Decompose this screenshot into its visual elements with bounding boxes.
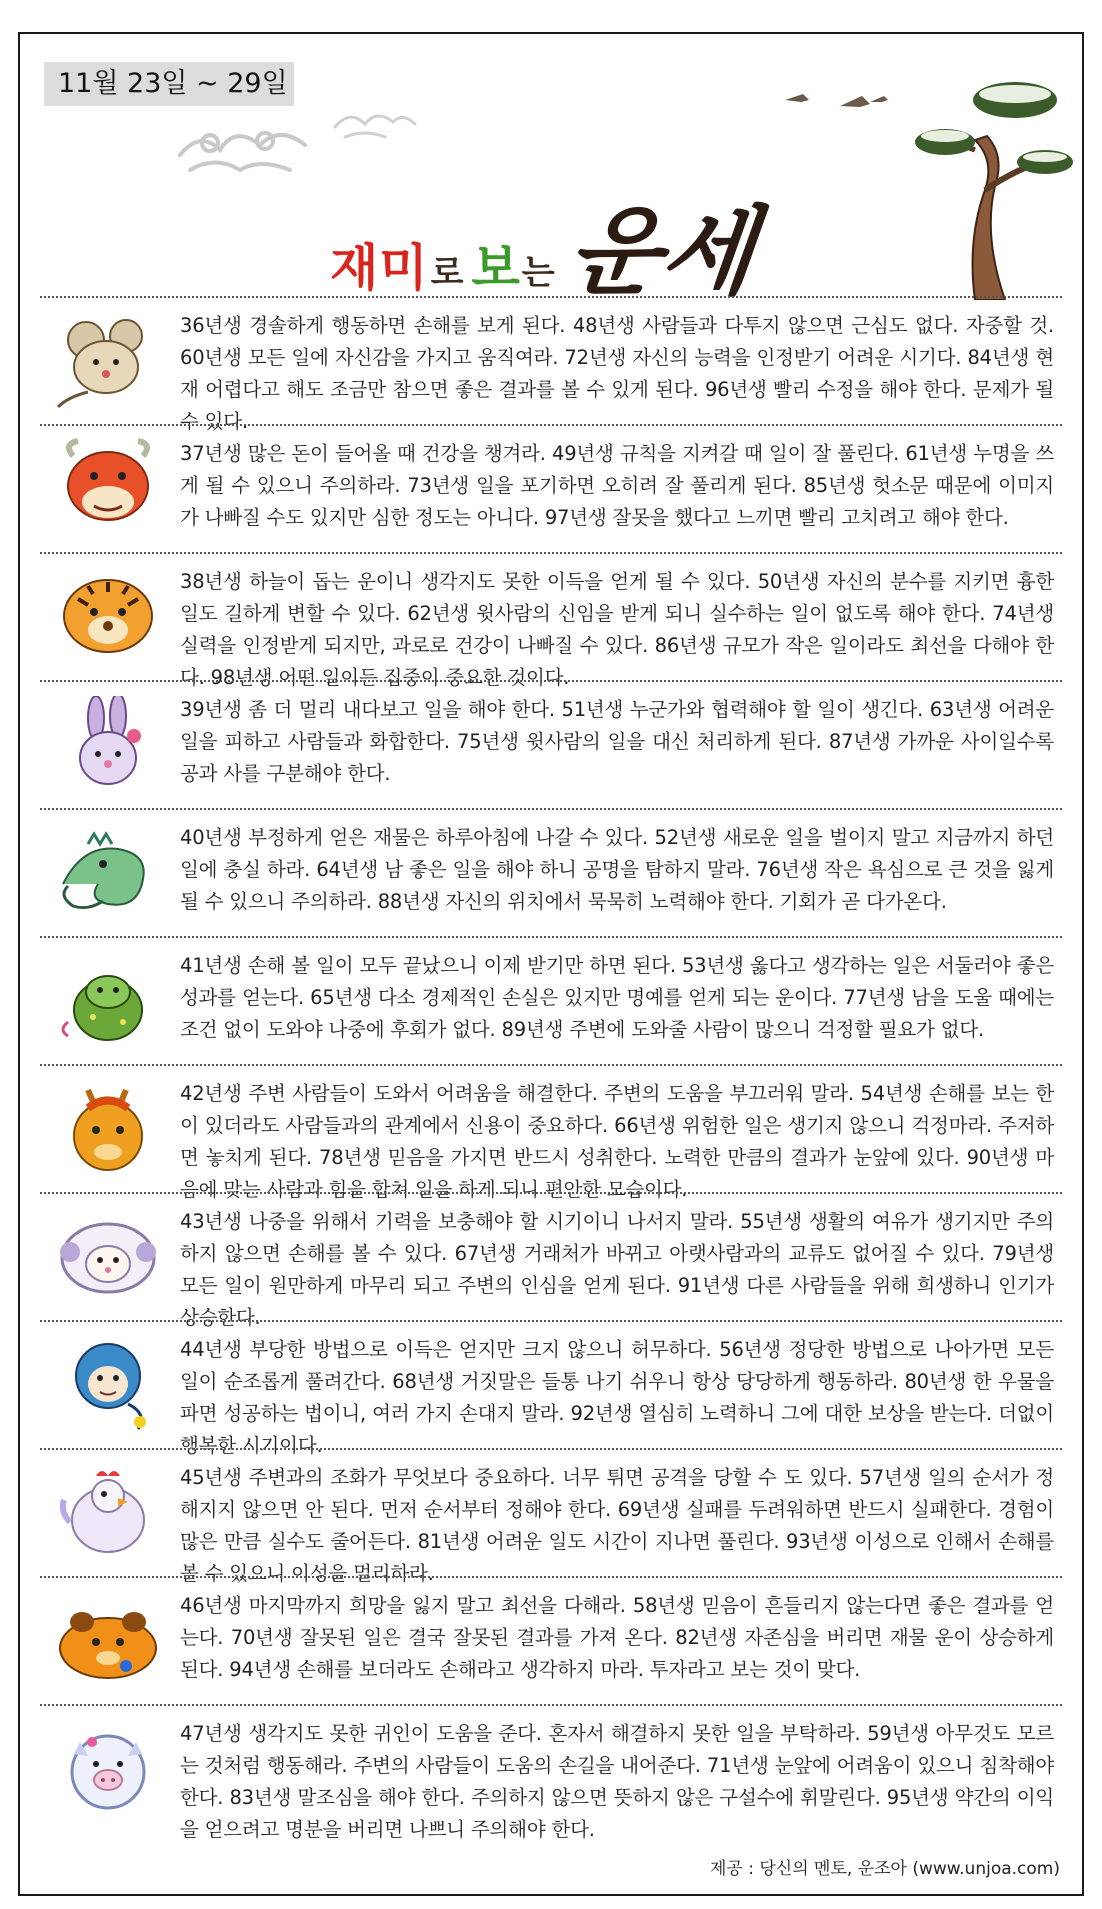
fortune-row-dragon xyxy=(40,808,1062,936)
monkey-icon xyxy=(48,1334,168,1434)
title-part-2: 로 xyxy=(430,253,464,293)
fortune-text: 37년생 많은 돈이 들어올 때 건강을 챙겨라. 49년생 규칙을 지켜갈 때 일이 잘 풀린다. 61년생 누명을 쓰게 될 수 있으니 주의하라. 73년생 일을 포기하면 오히려 잘 풀리게 된다. 85년생 헛소문 때문에 이미지가 나빠질 수도 있지만 심한 정도는 아니다. 97년생 잘못을 했다고 느끼면 빨리 고치려고 해야 한다. xyxy=(180,442,1054,529)
fortune-row-monkey xyxy=(40,1320,1062,1457)
fortune-row-rooster xyxy=(40,1448,1062,1585)
fortune-text: 44년생 부당한 방법으로 이득은 얻지만 크지 않으니 허무하다. 56년생 정당한 방법으로 나아가면 모든 일이 순조롭게 풀려간다. 68년생 거짓말은 들통 나기 쉬우니 항상 당당하게 행동하라. 80년생 한 우물을 파면 성공하는 법이니, 여러 가지 손대지 말라. 92년생 열심히 노력하니 그에 대한 보상을 받는다. 더없이 행복한 시기이다. xyxy=(180,1338,1054,1457)
tiger-icon xyxy=(48,564,168,664)
fortune-text: 41년생 손해 볼 일이 모두 끝났으니 이제 받기만 하면 된다. 53년생 옳다고 생각하는 일은 서둘러야 좋은 성과를 얻는다. 65년생 다소 경제적인 손실은 있지만 명예를 얻게 되는 운이다. 77년생 남을 도울 때에는 조건 없이 도와야 나중에 후회가 없다. 89년생 주변에 도와줄 사람이 많으니 걱정할 필요가 없다. xyxy=(180,954,1054,1041)
rat-icon xyxy=(48,312,168,412)
fortune-row-dog xyxy=(40,1576,1062,1704)
title-part-3: 보 xyxy=(471,239,520,297)
birds-icon xyxy=(780,80,900,120)
fortune-text: 39년생 좀 더 멀리 내다보고 일을 해야 한다. 51년생 누군가와 협력해야 할 일이 생긴다. 63년생 어려운 일을 피하고 사람들과 화합한다. 75년생 윗사람의 일을 대신 처리하게 된다. 87년생 가까운 사이일수록 공과 사를 구분해야 한다. xyxy=(180,698,1054,785)
fortune-text: 47년생 생각지도 못한 귀인이 도움을 준다. 혼자서 해결하지 못한 일을 부탁하라. 59년생 아무것도 모르는 것처럼 행동해라. 주변의 사람들이 도움의 손길을 내어준다. 71년생 눈앞에 어려움이 있으니 침착해야 한다. 83년생 말조심을 해야 한다. 주의하지 않으면 뜻하지 않은 구설수에 휘말린다. 95년생 약간의 이익을 얻으려고 명분을 버리면 나쁘니 주의해야 한다. xyxy=(180,1722,1054,1841)
fortune-row-snake xyxy=(40,936,1062,1064)
fortune-text: 36년생 경솔하게 행동하면 손해를 보게 된다. 48년생 사람들과 다투지 않으면 근심도 없다. 자중할 것. 60년생 모든 일에 자신감을 가지고 움직여라. 72년생 자신의 능력을 인정받기 어려운 시기다. 84년생 현재 어렵다고 해도 조금만 참으면 좋은 결과를 볼 수 있게 된다. 96년생 빨리 수정을 해야 한다. 문제가 될 수 있다. xyxy=(180,314,1054,433)
title-part-1: 재미 xyxy=(330,239,429,297)
title-part-4: 는 xyxy=(521,253,555,293)
fortune-row-tiger xyxy=(40,552,1062,689)
fortune-row-sheep xyxy=(40,1192,1062,1329)
snake-icon xyxy=(48,952,168,1052)
fortune-text: 46년생 마지막까지 희망을 잃지 말고 최선을 다해라. 58년생 믿음이 흔들리지 않는다면 좋은 결과를 얻는다. 70년생 잘못된 일은 결국 잘못된 결과를 가져 온다. 82년생 자존심을 버리면 재물 운이 상승하게 된다. 94년생 손해를 보더라도 손해라고 생각하지 마라. 투자라고 보는 것이 맞다. xyxy=(180,1594,1054,1681)
fortune-text: 45년생 주변과의 조화가 무엇보다 중요하다. 너무 튀면 공격을 당할 수 도 있다. 57년생 일의 순서가 정해지지 않으면 안 된다. 먼저 순서부터 정해야 한다. 69년생 실패를 두려워하면 반드시 실패한다. 경험이 많은 만큼 실수도 줄어든다. 81년생 어려운 일도 시간이 지나면 풀린다. 93년생 이성으로 인해서 손해를 볼 수 있으니 이성을 멀리하라. xyxy=(180,1466,1054,1585)
date-range: 11월 23일 ~ 29일 xyxy=(44,62,294,106)
fortune-text: 38년생 하늘이 돕는 운이니 생각지도 못한 이득을 얻게 될 수 있다. 50년생 자신의 분수를 지키면 흉한 일도 길하게 변할 수 있다. 62년생 윗사람의 신임을 받게 되니 실수하는 일이 없도록 해야 한다. 74년생 실력을 인정받게 되지만, 과로로 건강이 나빠질 수 있다. 86년생 규모가 작은 일이라도 최선을 다해야 한다. 98년생 어떤 일이든 집중이 중요한 것이다. xyxy=(180,570,1054,689)
dog-icon xyxy=(48,1592,168,1692)
cloud-small-decoration-icon xyxy=(330,105,420,141)
fortune-text: 40년생 부정하게 얻은 재물은 하루아침에 나갈 수 있다. 52년생 새로운 일을 벌이지 말고 지금까지 하던 일에 충실 하라. 64년생 남 좋은 일을 해야 하니 공명을 탐하지 말라. 76년생 작은 욕심으로 큰 것을 잃게 될 수 있으니 주의하라. 88년생 자신의 위치에서 묵묵히 노력해야 한다. 기회가 곧 다가온다. xyxy=(180,826,1054,913)
cloud-decoration-icon xyxy=(170,115,330,185)
page-title xyxy=(330,150,761,308)
fortune-row-pig xyxy=(40,1704,1062,1841)
fortune-row-horse xyxy=(40,1064,1062,1201)
pig-icon xyxy=(48,1718,168,1818)
dragon-icon xyxy=(48,824,168,924)
fortune-text: 42년생 주변 사람들이 도와서 어려움을 해결한다. 주변의 도움을 부끄러워 말라. 54년생 손해를 보는 한이 있더라도 사람들과의 관계에서 신용이 중요하다. 66년생 위험한 일은 생기지 않으니 걱정마라. 주저하면 놓치게 된다. 78년생 믿음을 가지면 반드시 성취한다. 노력한 만큼의 결과가 눈앞에 있다. 90년생 마음에 맞는 사람과 힘을 합쳐 일을 하게 되니 편안한 모습이다. xyxy=(180,1082,1054,1201)
fortune-row-rabbit xyxy=(40,680,1062,808)
fortune-list xyxy=(40,296,1062,1841)
rooster-icon xyxy=(48,1462,168,1562)
ox-icon xyxy=(48,436,168,536)
horse-icon xyxy=(48,1078,168,1178)
sheep-icon xyxy=(48,1208,168,1308)
rabbit-icon xyxy=(48,696,168,796)
fortune-row-ox xyxy=(40,424,1062,552)
pine-tree-icon xyxy=(905,70,1075,300)
title-part-5: 운세 xyxy=(562,195,761,308)
fortune-text: 43년생 나중을 위해서 기력을 보충해야 할 시기이니 나서지 말라. 55년생 생활의 여유가 생기지만 주의하지 않으면 손해를 볼 수 있다. 67년생 거래처가 바뀌고 아랫사람과의 교류도 없어질 수 있다. 79년생 모든 일이 원만하게 마무리 되고 주변의 인심을 얻게 된다. 91년생 다른 사람들을 위해 희생하니 인기가 상승한다. xyxy=(180,1210,1054,1329)
footer-credit: 제공 : 당신의 멘토, 운조아 (www.unjoa.com) xyxy=(710,1859,1060,1879)
fortune-row-rat xyxy=(40,296,1062,433)
